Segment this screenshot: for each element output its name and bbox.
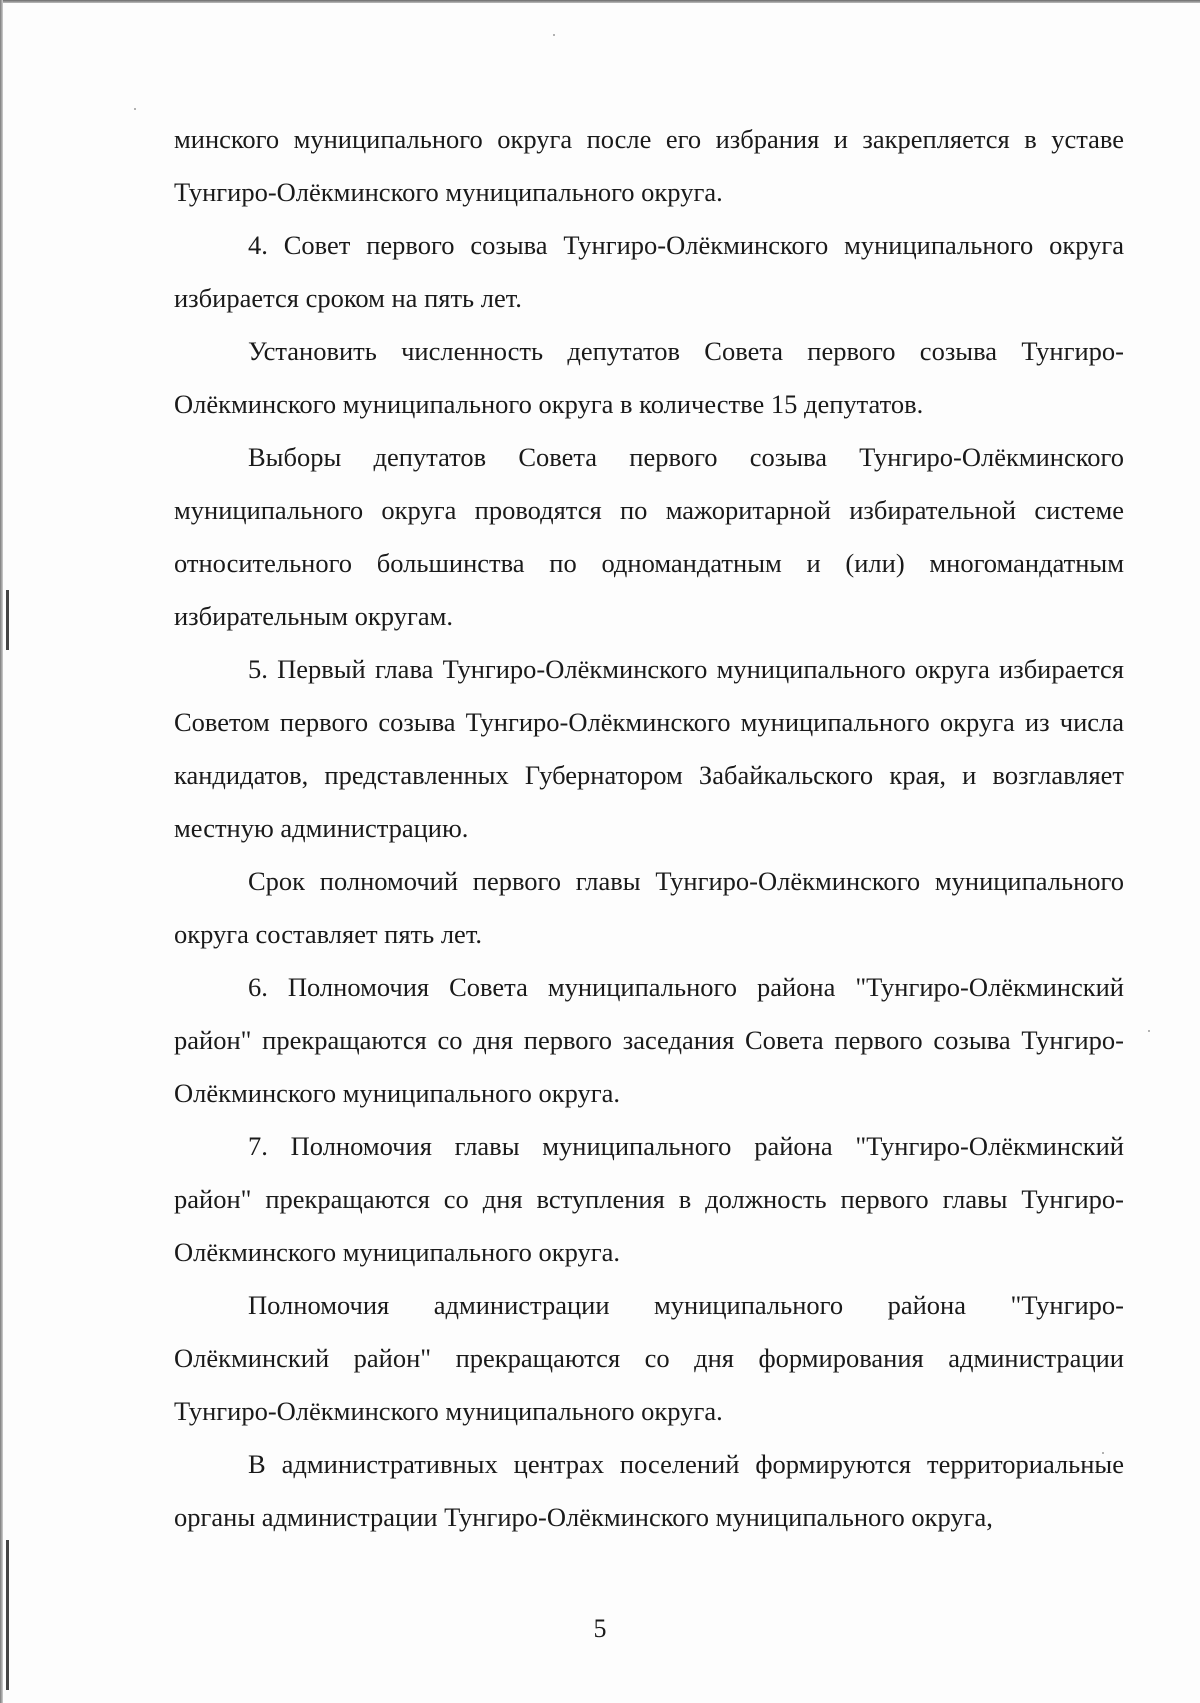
paragraph: минского муниципального округа после его избрания и закрепляется в уставе Тунгиро-Олёкминского муниципального округа. (174, 124, 1124, 207)
paragraph: 4. Совет первого созыва Тунгиро-Олёкминского муниципального округа избирается сроком на пять лет. (174, 230, 1124, 313)
page-number: 5 (593, 1614, 607, 1643)
paragraph: В административных центрах поселений формируются территориальные органы администрации Тунгиро-Олёкминского муниципального округа, (174, 1449, 1124, 1532)
scan-binding-mark (6, 590, 9, 650)
document-body (174, 113, 1124, 1544)
paragraph: Срок полномочий первого главы Тунгиро-Олёкминского муниципального округа составляет пять лет. (174, 866, 1124, 949)
paragraph: Установить численность депутатов Совета первого созыва Тунгиро-Олёкминского муниципального округа в количестве 15 депутатов. (174, 336, 1124, 419)
paragraph: 7. Полномочия главы муниципального района "Тунгиро-Олёкминский район" прекращаются со дня вступления в должность первого главы Тунгиро-Олёкминского муниципального округа. (174, 1131, 1124, 1267)
paragraph: Полномочия администрации муниципального района "Тунгиро-Олёкминский район" прекращаются со дня формирования администрации Тунгиро-Олёкминского муниципального округа. (174, 1290, 1124, 1426)
scan-left-edge (0, 0, 3, 1703)
scan-speck (134, 108, 136, 110)
scan-top-edge (0, 0, 1200, 3)
scan-speck (1148, 1030, 1150, 1032)
paragraph: 5. Первый глава Тунгиро-Олёкминского муниципального округа избирается Советом первого созыва Тунгиро-Олёкминского муниципального округа из числа кандидатов, представленных Губернатором Забайкальского края, и возглавляет местную администрацию. (174, 654, 1124, 843)
paragraph: 6. Полномочия Совета муниципального района "Тунгиро-Олёкминский район" прекращаются со дня первого заседания Совета первого созыва Тунгиро-Олёкминского муниципального округа. (174, 972, 1124, 1108)
paragraph: Выборы депутатов Совета первого созыва Тунгиро-Олёкминского муниципального округа проводятся по мажоритарной избирательной системе относительного большинства по одномандатным и (или) многомандатным избирательным округам. (174, 442, 1124, 631)
scan-speck (553, 34, 555, 36)
